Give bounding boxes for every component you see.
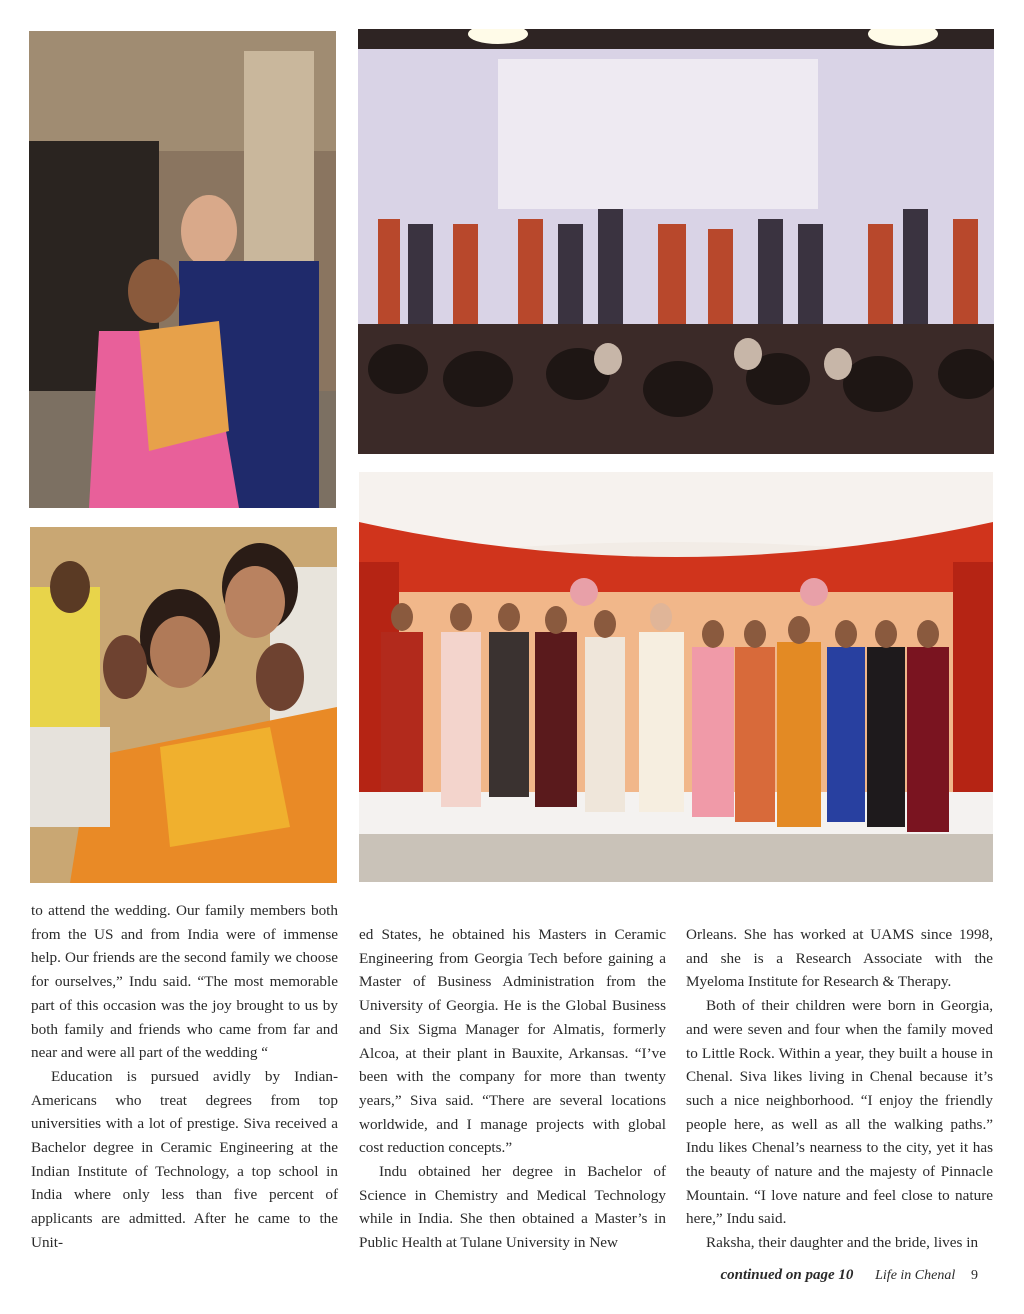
- dance-stage-photo: [358, 29, 994, 454]
- paragraph: ed States, he obtained his Masters in Ceramic Engineering from Georgia Tech before gaining a Master of Business Administration from the University of Georgia. He is the Global Business and Six Sigma Manager for Almatis, formerly Alcoa, at their plant in Bauxite, Arkansas. “I’ve been with the company for more than twenty years,” Siva said. “There are several locations worldwide, and I manage projects with global cost reduction concepts.”: [359, 926, 666, 1157]
- family-group-photo: [359, 472, 993, 882]
- paragraph: Orleans. She has worked at UAMS since 1998, and she is a Research Associate with the Myeloma Institute for Research & Therapy.: [686, 926, 993, 991]
- paragraph: Raksha, their daughter and the bride, lives in: [706, 1234, 979, 1252]
- couple-photo: [29, 31, 336, 508]
- article-column-1: [31, 899, 338, 1255]
- page-footer: [600, 1267, 978, 1284]
- article-column-2: [359, 923, 666, 1255]
- paragraph: Education is pursued avidly by Indian-Americans who treat degrees from top universities with a lot of prestige. Siva received a Bachelor degree in Ceramic Engineering at the Indian Institute of Technology, a top school in India where only less than five percent of applicants are admitted. After he came to the Unit-: [31, 1067, 338, 1251]
- article-column-3: [686, 923, 993, 1255]
- page-number: 9: [971, 1268, 978, 1283]
- paragraph: to attend the wedding. Our family members both from the US and from India were of immense help. Our friends are the second family we choose for ourselves,” Indu said. “The most memorable part of this occasion was the joy brought to us by both family and friends who came from far and near and were all part of the wedding “: [31, 902, 338, 1062]
- magazine-title: Life in Chenal: [875, 1268, 956, 1283]
- henna-hands-photo: [30, 527, 337, 883]
- continued-link[interactable]: continued on page 10: [720, 1267, 854, 1283]
- paragraph: Indu obtained her degree in Bachelor of Science in Chemistry and Medical Technology while in India. She then obtained a Master’s in Public Health at Tulane University in New: [359, 1163, 666, 1252]
- paragraph: Both of their children were born in Georgia, and were seven and four when the family moved to Little Rock. Within a year, they built a house in Chenal. Siva likes living in Chenal because it’s such a nice neighborhood. “I enjoy the friendly people here, as well as all the walking paths.” Indu likes Chenal’s nearness to the city, yet it has the beauty of nature and the majesty of Pinnacle Mountain. “I love nature and feel close to nature here,” Indu said.: [686, 997, 993, 1228]
